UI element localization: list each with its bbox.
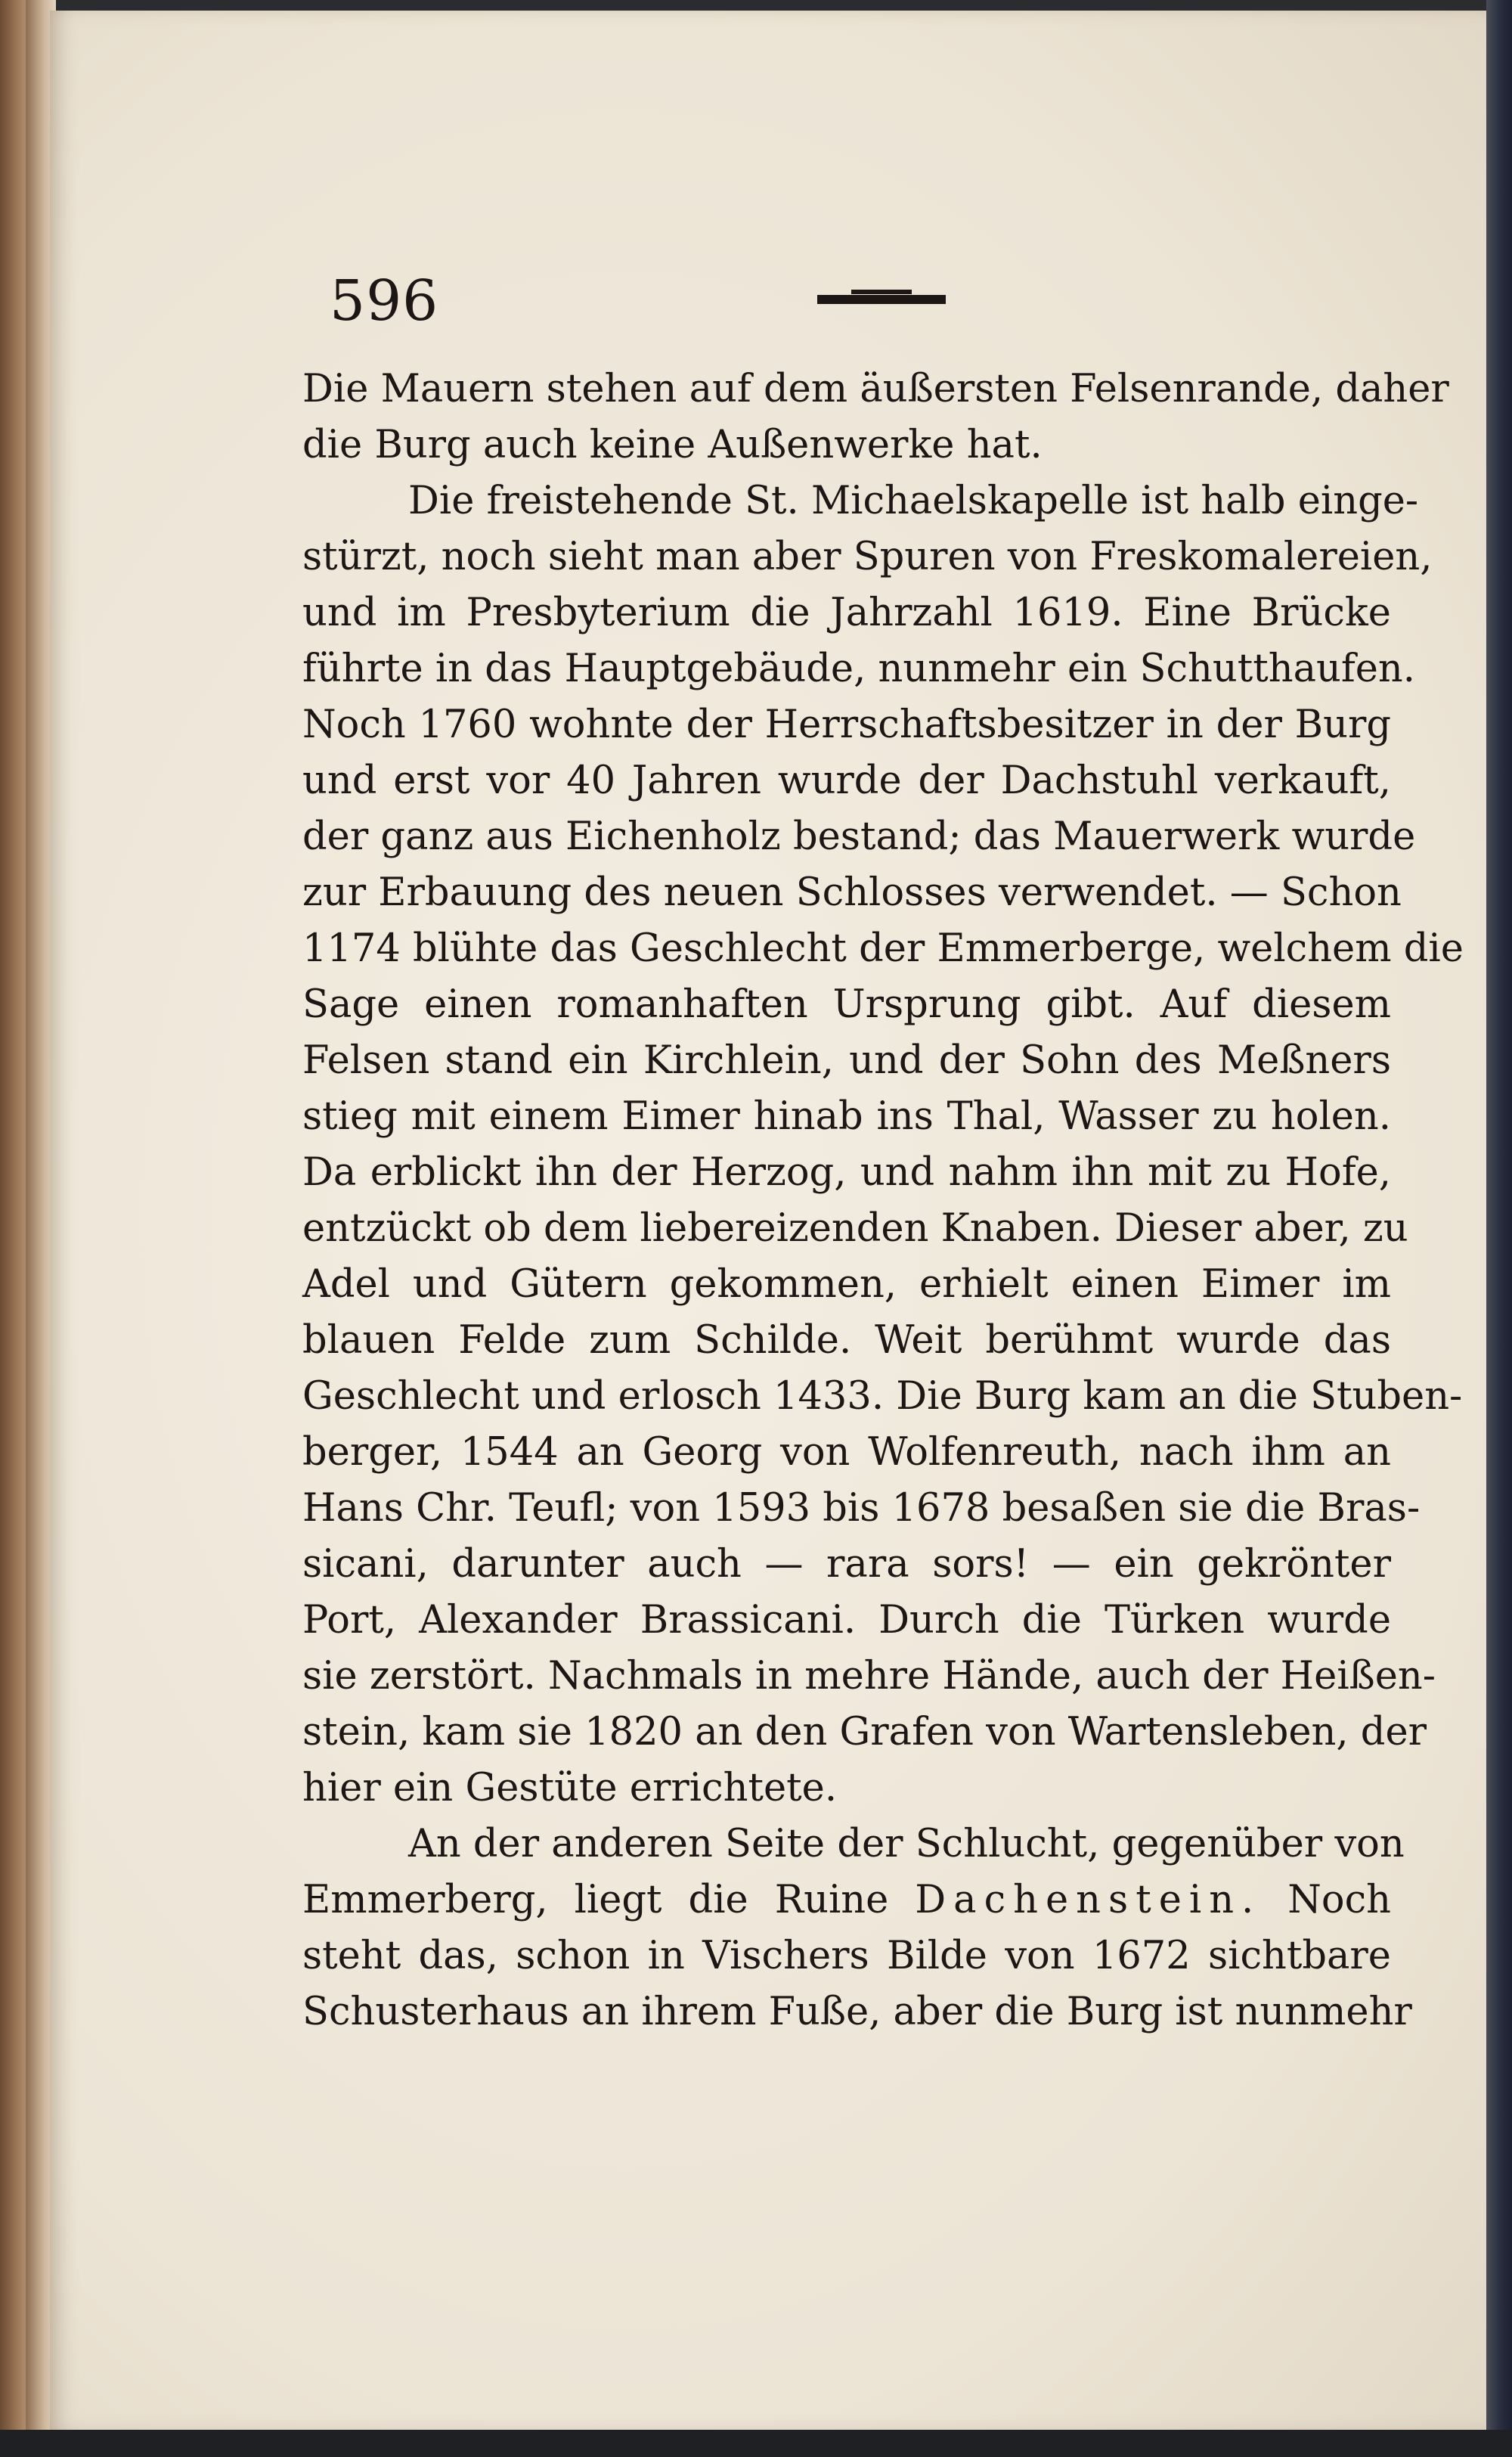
text-line: und erst vor 40 Jahren wurde der Dachstuhl verkauft, [302,759,1391,803]
text-line: sicani, darunter auch — rara sors! — ein gekrönter [302,1542,1391,1587]
scan-background [0,2430,1512,2457]
text-line: stein, kam sie 1820 an den Grafen von Wartensleben, der [302,1710,1427,1754]
text-line: entzückt ob dem liebereizenden Knaben. Dieser aber, zu [302,1206,1408,1251]
text-line: Schusterhaus an ihrem Fuße, aber die Burg ist nunmehr [302,1990,1412,2034]
text-line: führte in das Hauptgebäude, nunmehr ein Schutthaufen. [302,647,1415,691]
text-segment: Emmerberg, liegt die Ruine [302,1878,916,1922]
text-line: 1174 blühte das Geschlecht der Emmerberge, welchem die [302,926,1464,971]
book-cover-edge [1486,0,1512,2457]
text-line: steht das, schon in Vischers Bilde von 1672 sichtbare [302,1934,1391,1978]
text-line: Felsen stand ein Kirchlein, und der Sohn des Meßners [302,1038,1391,1083]
text-line: berger, 1544 an Georg von Wolfenreuth, nach ihm an [302,1430,1391,1475]
text-line: blauen Felde zum Schilde. Weit berühmt wurde das [302,1318,1391,1363]
text-line: Port, Alexander Brassicani. Durch die Türken wurde [302,1598,1391,1643]
text-line: sie zerstört. Nachmals in mehre Hände, auch der Heißen- [302,1654,1436,1698]
paragraph [302,1816,1412,2040]
page-number: 596 [330,268,439,333]
text-line: Sage einen romanhaften Ursprung gibt. Auf diesem [302,982,1391,1027]
text-line: und im Presbyterium die Jahrzahl 1619. Eine Brücke [302,591,1391,635]
paragraph [302,473,1464,1816]
text-line: stürzt, noch sieht man aber Spuren von Freskomalereien, [302,535,1433,579]
emphasized-place-name: Dachenstein. [915,1878,1262,1922]
page-header [330,268,1388,337]
text-line: zur Erbauung des neuen Schlosses verwendet. — Schon [302,870,1402,915]
text-line: stieg mit einem Eimer hinab ins Thal, Wasser zu holen. [302,1094,1391,1139]
body-text [302,361,1464,2040]
horizontal-rule-ornament-icon [817,290,946,309]
text-line: der ganz aus Eichenholz bestand; das Mauerwerk wurde [302,814,1416,859]
text-line: Die Mauern stehen auf dem äußersten Felsenrande, daher [302,367,1449,411]
text-line [302,1872,1391,1928]
text-line: An der anderen Seite der Schlucht, gegenüber von [408,1822,1405,1866]
paragraph [302,361,1449,473]
text-line: Da erblickt ihn der Herzog, und nahm ihn mit zu Hofe, [302,1150,1391,1195]
text-line: Hans Chr. Teufl; von 1593 bis 1678 besaßen sie die Bras- [302,1486,1421,1531]
text-line: Noch 1760 wohnte der Herrschaftsbesitzer in der Burg [302,703,1391,747]
text-line: hier ein Gestüte errichtete. [302,1766,838,1810]
text-segment: Noch [1261,1878,1392,1922]
text-line: Adel und Gütern gekommen, erhielt einen Eimer im [302,1262,1391,1307]
text-line: Geschlecht und erlosch 1433. Die Burg kam an die Stuben- [302,1374,1463,1419]
text-line: die Burg auch keine Außenwerke hat. [302,423,1043,467]
text-line: Die freistehende St. Michaelskapelle ist halb einge- [408,479,1419,523]
